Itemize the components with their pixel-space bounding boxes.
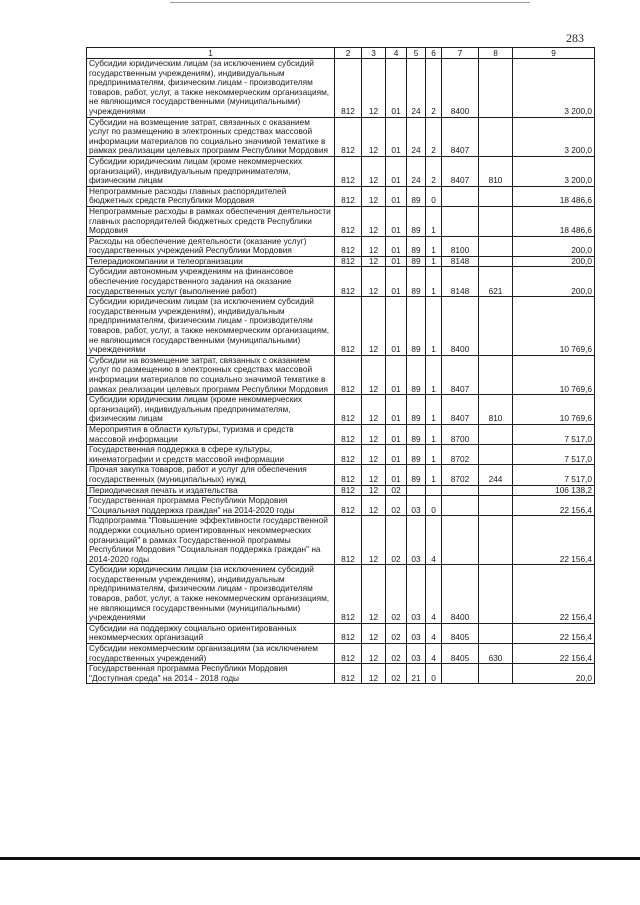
table-row [87,256,595,267]
code-gr: 812 [335,355,362,394]
code-rz: 12 [362,156,386,186]
code-pr: 02 [386,623,407,643]
code-gr: 812 [335,297,362,356]
code-program: 89 [407,256,426,267]
code-pr: 01 [386,465,407,485]
code-direction: 8400 [442,297,479,356]
table-row [87,485,595,496]
row-name: Субсидии некоммерческим организациям (за исключением государственных учреждений) [87,644,335,664]
code-subprogram: 1 [426,236,442,256]
code-vr [479,485,513,496]
code-gr: 812 [335,445,362,465]
column-header: 8 [479,48,513,59]
code-pr: 02 [386,496,407,516]
column-header: 7 [442,48,479,59]
code-rz: 12 [362,664,386,684]
row-sum: 200,0 [513,236,595,256]
row-name: Субсидии юридическим лицам (за исключением субсидий государственным учреждениям), индивидуальным предпринимателям, физическим лицам - производителям товаров, работ, услуг, а также некоммерческим организациям, не являющимся государственными (муниципальными) учреждениями [87,565,335,624]
code-rz: 12 [362,485,386,496]
code-vr [479,355,513,394]
code-pr: 01 [386,117,407,156]
row-sum: 18 486,6 [513,186,595,206]
column-header: 4 [386,48,407,59]
table-row [87,206,595,236]
code-gr: 812 [335,186,362,206]
code-gr: 812 [335,664,362,684]
code-direction: 8148 [442,267,479,297]
row-name: Субсидии на возмещение затрат, связанных с оказанием услуг по размещению в электронных средствах массовой информации материалов по социально значимой тематике в рамках реализации целевых программ Республики Мордовия [87,117,335,156]
code-program: 89 [407,206,426,236]
column-header: 1 [87,48,335,59]
code-program: 24 [407,59,426,118]
code-direction [442,206,479,236]
code-rz: 12 [362,445,386,465]
row-name: Субсидии юридическим лицам (за исключением субсидий государственным учреждениям), индивидуальным предпринимателям, физическим лицам - производителям товаров, работ, услуг, а также некоммерческим организациям, не являющимся государственными (муниципальными) учреждениями [87,297,335,356]
code-vr [479,565,513,624]
code-direction [442,496,479,516]
table-row [87,395,595,425]
row-sum: 18 486,6 [513,206,595,236]
table-row [87,117,595,156]
code-pr: 01 [386,424,407,444]
code-vr: 621 [479,267,513,297]
code-direction: 8407 [442,395,479,425]
code-vr: 630 [479,644,513,664]
code-program: 21 [407,664,426,684]
top-scan-line [170,2,530,3]
code-gr: 812 [335,485,362,496]
code-subprogram: 4 [426,516,442,565]
code-vr [479,59,513,118]
code-direction: 8405 [442,644,479,664]
row-name: Государственная программа Республики Мордовия "Доступная среда" на 2014 - 2018 годы [87,664,335,684]
code-gr: 812 [335,465,362,485]
code-pr: 01 [386,206,407,236]
code-subprogram: 1 [426,395,442,425]
row-sum: 200,0 [513,256,595,267]
row-name: Периодическая печать и издательства [87,485,335,496]
code-subprogram: 1 [426,445,442,465]
code-rz: 12 [362,565,386,624]
code-vr [479,297,513,356]
code-program: 03 [407,623,426,643]
code-program: 03 [407,516,426,565]
code-subprogram: 4 [426,623,442,643]
table-row [87,565,595,624]
code-subprogram: 0 [426,664,442,684]
code-vr: 810 [479,156,513,186]
code-program: 89 [407,395,426,425]
code-pr: 02 [386,565,407,624]
code-program: 03 [407,496,426,516]
code-gr: 812 [335,496,362,516]
budget-table [86,47,595,684]
code-gr: 812 [335,623,362,643]
row-name: Мероприятия в области культуры, туризма и средств массовой информации [87,424,335,444]
row-sum: 3 200,0 [513,117,595,156]
code-subprogram: 1 [426,267,442,297]
code-pr: 01 [386,256,407,267]
row-sum: 200,0 [513,267,595,297]
code-rz: 12 [362,206,386,236]
code-rz: 12 [362,496,386,516]
table-row [87,516,595,565]
code-rz: 12 [362,256,386,267]
table-row [87,186,595,206]
code-direction: 8400 [442,59,479,118]
row-sum: 3 200,0 [513,156,595,186]
code-rz: 12 [362,465,386,485]
code-gr: 812 [335,424,362,444]
row-sum: 106 138,2 [513,485,595,496]
code-rz: 12 [362,186,386,206]
code-program: 89 [407,465,426,485]
code-rz: 12 [362,236,386,256]
code-vr [479,206,513,236]
code-vr [479,516,513,565]
code-direction: 8702 [442,465,479,485]
code-program: 89 [407,445,426,465]
code-program: 03 [407,565,426,624]
table-row [87,59,595,118]
code-direction: 8407 [442,117,479,156]
row-name: Государственная поддержка в сфере культуры, кинематографии и средств массовой информации [87,445,335,465]
code-subprogram: 2 [426,59,442,118]
code-subprogram: 1 [426,256,442,267]
code-rz: 12 [362,623,386,643]
row-sum: 10 769,6 [513,395,595,425]
row-sum: 7 517,0 [513,445,595,465]
code-gr: 812 [335,256,362,267]
code-direction: 8700 [442,424,479,444]
row-sum: 3 200,0 [513,59,595,118]
code-pr: 01 [386,236,407,256]
code-vr: 244 [479,465,513,485]
code-direction: 8407 [442,156,479,186]
row-name: Субсидии юридическим лицам (за исключением субсидий государственным учреждениям), индивидуальным предпринимателям, физическим лицам - производителям товаров, работ, услуг, а также некоммерческим организациям, не являющимся государственными (муниципальными) учреждениями [87,59,335,118]
code-subprogram: 1 [426,206,442,236]
code-subprogram: 1 [426,355,442,394]
code-program: 89 [407,297,426,356]
code-direction [442,485,479,496]
code-rz: 12 [362,424,386,444]
code-program: 24 [407,117,426,156]
row-sum: 20,0 [513,664,595,684]
code-pr: 02 [386,664,407,684]
code-vr [479,445,513,465]
code-rz: 12 [362,355,386,394]
code-pr: 01 [386,395,407,425]
row-sum: 22 156,4 [513,644,595,664]
code-direction: 8702 [442,445,479,465]
row-name: Непрограммные расходы главных распорядителей бюджетных средств Республики Мордовия [87,186,335,206]
code-program: 89 [407,186,426,206]
code-pr: 02 [386,644,407,664]
code-direction [442,664,479,684]
code-vr [479,496,513,516]
table-row [87,297,595,356]
code-pr: 01 [386,267,407,297]
row-name: Расходы на обеспечение деятельности (оказание услуг) государственных учреждений Республики Мордовия [87,236,335,256]
code-vr [479,424,513,444]
code-gr: 812 [335,395,362,425]
code-pr: 01 [386,156,407,186]
bottom-scan-line [0,857,640,860]
table-row [87,355,595,394]
code-rz: 12 [362,59,386,118]
code-gr: 812 [335,59,362,118]
code-program: 03 [407,644,426,664]
code-vr [479,256,513,267]
code-gr: 812 [335,565,362,624]
table-header-row [87,48,595,59]
column-header: 3 [362,48,386,59]
code-direction [442,516,479,565]
column-header: 5 [407,48,426,59]
row-sum: 7 517,0 [513,465,595,485]
column-header: 9 [513,48,595,59]
code-pr: 01 [386,186,407,206]
code-direction [442,186,479,206]
row-sum: 7 517,0 [513,424,595,444]
column-header: 2 [335,48,362,59]
code-subprogram: 1 [426,465,442,485]
code-subprogram: 4 [426,644,442,664]
table-row [87,445,595,465]
table-body [87,59,595,684]
table-row [87,623,595,643]
code-pr: 01 [386,355,407,394]
code-direction: 8148 [442,256,479,267]
code-vr [479,117,513,156]
code-direction: 8400 [442,565,479,624]
code-gr: 812 [335,156,362,186]
table-row [87,644,595,664]
code-vr [479,236,513,256]
code-vr [479,623,513,643]
row-sum: 22 156,4 [513,496,595,516]
code-rz: 12 [362,117,386,156]
row-sum: 22 156,4 [513,623,595,643]
code-subprogram: 2 [426,117,442,156]
code-gr: 812 [335,267,362,297]
code-vr: 810 [479,395,513,425]
code-vr [479,186,513,206]
code-pr: 01 [386,297,407,356]
table-row [87,267,595,297]
row-name: Субсидии автономным учреждениям на финансовое обеспечение государственного задания на оказание государственных услуг (выполнение работ) [87,267,335,297]
code-pr: 02 [386,516,407,565]
code-direction: 8100 [442,236,479,256]
code-subprogram: 0 [426,186,442,206]
code-gr: 812 [335,644,362,664]
code-program: 24 [407,156,426,186]
code-pr: 01 [386,59,407,118]
column-header: 6 [426,48,442,59]
row-sum: 10 769,6 [513,355,595,394]
code-rz: 12 [362,267,386,297]
row-name: Прочая закупка товаров, работ и услуг для обеспечения государственных (муниципальных) нужд [87,465,335,485]
row-name: Субсидии на возмещение затрат, связанных с оказанием услуг по размещению в электронных средствах массовой информации материалов по социально значимой тематике в рамках реализации целевых программ Республики Мордовия [87,355,335,394]
code-subprogram: 0 [426,496,442,516]
code-pr: 02 [386,485,407,496]
row-name: Субсидии юридическим лицам (кроме некоммерческих организаций), индивидуальным предпринимателям, физическим лицам [87,156,335,186]
code-gr: 812 [335,117,362,156]
code-direction: 8405 [442,623,479,643]
code-subprogram: 4 [426,565,442,624]
code-subprogram [426,485,442,496]
row-sum: 22 156,4 [513,565,595,624]
row-name: Подпрограмма "Повышение эффективности государственной поддержки социально ориентированных некоммерческих организаций" в рамках Государственной программы Республики Мордовия "Социальная поддержка граждан" на 2014-2020 годы [87,516,335,565]
code-rz: 12 [362,516,386,565]
row-name: Государственная программа Республики Мордовия "Социальная поддержка граждан" на 2014-2020 годы [87,496,335,516]
table-row [87,465,595,485]
code-rz: 12 [362,297,386,356]
code-vr [479,664,513,684]
code-subprogram: 2 [426,156,442,186]
code-subprogram: 1 [426,424,442,444]
code-program: 89 [407,267,426,297]
row-sum: 10 769,6 [513,297,595,356]
table-row [87,236,595,256]
code-direction: 8407 [442,355,479,394]
row-name: Непрограммные расходы в рамках обеспечения деятельности главных распорядителей бюджетных средств Республики Мордовия [87,206,335,236]
table-row [87,496,595,516]
row-name: Субсидии юридическим лицам (кроме некоммерческих организаций), индивидуальным предпринимателям, физическим лицам [87,395,335,425]
code-rz: 12 [362,644,386,664]
code-gr: 812 [335,206,362,236]
row-name: Субсидии на поддержку социально ориентированных некоммерческих организаций [87,623,335,643]
code-gr: 812 [335,236,362,256]
page-number: 283 [566,31,584,45]
row-name: Телерадиокомпании и телеорганизации [87,256,335,267]
code-program: 89 [407,355,426,394]
code-rz: 12 [362,395,386,425]
table-row [87,664,595,684]
code-pr: 01 [386,445,407,465]
table-row [87,424,595,444]
table-row [87,156,595,186]
code-subprogram: 1 [426,297,442,356]
code-gr: 812 [335,516,362,565]
row-sum: 22 156,4 [513,516,595,565]
code-program: 89 [407,236,426,256]
code-program: 89 [407,424,426,444]
code-program [407,485,426,496]
